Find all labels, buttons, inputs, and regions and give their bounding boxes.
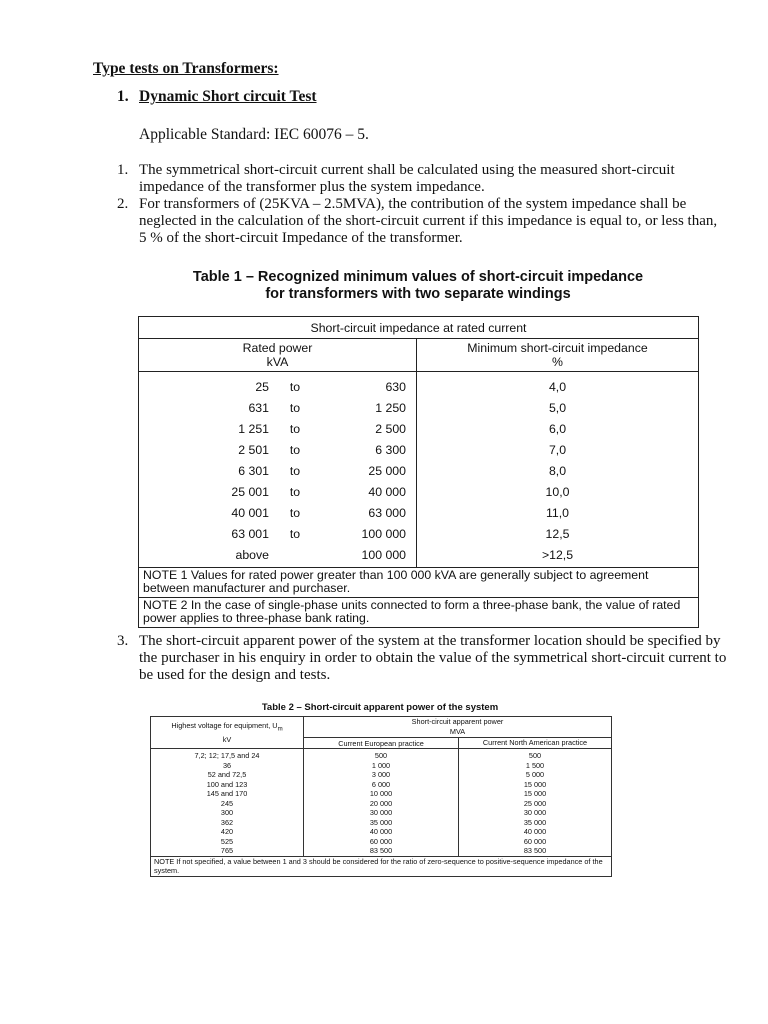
table-row [151,789,612,799]
table1-col-rated-power [139,339,417,372]
min-impedance: 6,0 [417,418,699,439]
list-item-number: 3. [117,633,129,649]
table1-title-line2: for transformers with two separate windings [265,286,571,302]
range-to: to [289,484,301,499]
range-to: to [289,379,301,394]
table2-note: NOTE If not specified, a value between 1 and 3 should be considered for the ratio of zero-sequence to positive-sequence impedance of the system. [151,857,612,877]
table-row [151,799,612,809]
north-american-cell: 30 000 [459,808,612,818]
list-item [117,196,727,247]
rated-power-to: 100 000 [311,544,417,568]
table2-group-unit: MVA [449,727,466,736]
european-cell: 3 000 [304,770,459,780]
table1-col1-label: Rated power [242,341,313,355]
rated-power-to: 6 300 [311,439,417,460]
range-to: to [289,505,301,520]
table1-col2-label: Minimum short-circuit impedance [467,341,648,355]
table-row [151,749,612,761]
table2-col1-label [151,720,303,734]
table2-col-european: Current European practice [304,738,459,749]
voltage-cell: 100 and 123 [151,780,304,790]
section-number: 1. [117,88,129,105]
numbered-list-top [117,162,727,247]
table-row [151,770,612,780]
north-american-cell: 5 000 [459,770,612,780]
table2-note-row [151,857,612,877]
rated-power-from: 25 001 [139,481,280,502]
table1-caption-row [139,317,699,339]
north-american-cell: 25 000 [459,799,612,809]
rated-power-to: 2 500 [311,418,417,439]
table1-caption: Short-circuit impedance at rated current [139,317,699,339]
rated-power-from: 2 501 [139,439,280,460]
table-row [151,761,612,771]
table-row [139,523,699,544]
european-cell: 30 000 [304,808,459,818]
numbered-list-bottom [117,633,727,684]
north-american-cell: 83 500 [459,846,612,856]
list-item-text: For transformers of (25KVA – 2.5MVA), the contribution of the system impedance shall be neglected in the calculation of the short-circuit current if this impedance is equal to, or less than, 5 % of the short-circuit Impedance of the transformer. [139,196,718,246]
table2-col1-subscript: m [277,725,283,733]
voltage-cell: 420 [151,827,304,837]
min-impedance: 12,5 [417,523,699,544]
min-impedance: 7,0 [417,439,699,460]
table2-title: Table 2 – Short-circuit apparent power of the system [261,702,499,713]
table2-group-label: Short-circuit apparent power [411,717,504,726]
north-american-cell: 35 000 [459,818,612,828]
apparent-power-table [150,716,612,877]
min-impedance: 10,0 [417,481,699,502]
rated-power-from: 63 001 [139,523,280,544]
range-to: to [289,400,301,415]
voltage-cell: 7,2; 12; 17,5 and 24 [151,749,304,761]
voltage-cell: 52 and 72,5 [151,770,304,780]
north-american-cell: 40 000 [459,827,612,837]
min-impedance: >12,5 [417,544,699,568]
range-to: to [289,442,301,457]
table1-col1-unit: kVA [266,355,289,369]
voltage-cell: 36 [151,761,304,771]
voltage-cell: 145 and 170 [151,789,304,799]
european-cell: 83 500 [304,846,459,856]
list-item-text: The short-circuit apparent power of the system at the transformer location should be specified by the purchaser in his enquiry in order to obtain the value of the symmetrical short-circuit current to be used for the design and tests. [139,633,727,683]
table1-col2-unit: % [552,355,563,369]
table-row [151,818,612,828]
rated-power-to: 40 000 [311,481,417,502]
voltage-cell: 765 [151,846,304,856]
voltage-cell: 525 [151,837,304,847]
range-to: to [289,421,301,436]
table-row [151,846,612,856]
table-row [139,460,699,481]
range-to [279,544,311,568]
european-cell: 10 000 [304,789,459,799]
table1-note2: NOTE 2 In the case of single-phase units connected to form a three-phase bank, the value of rated power applies to three-phase bank rating. [139,598,699,628]
table1-header-row [139,339,699,372]
european-cell: 1 000 [304,761,459,771]
min-impedance: 11,0 [417,502,699,523]
list-item-text: The symmetrical short-circuit current shall be calculated using the measured short-circuit impedance of the transformer plus the system impedance. [139,162,675,195]
european-cell: 20 000 [304,799,459,809]
list-item-number: 1. [117,162,129,178]
rated-power-to: 630 [311,372,417,398]
rated-power-from: 40 001 [139,502,280,523]
list-item-number: 2. [117,196,129,212]
rated-power-from: 25 [139,372,280,398]
table1-title [138,269,698,303]
list-item [117,633,727,684]
rated-power-from: above [139,544,280,568]
table1-title-line1: Table 1 – Recognized minimum values of short-circuit impedance [192,269,644,285]
north-american-cell: 1 500 [459,761,612,771]
table2-col-north-american: Current North American practice [459,738,612,749]
table1-col-min-impedance [417,339,699,372]
rated-power-to: 1 250 [311,397,417,418]
impedance-table [138,316,699,628]
table-row [139,372,699,398]
table-row [139,502,699,523]
table2-col1-text: Highest voltage for equipment, U [171,720,278,730]
rated-power-from: 1 251 [139,418,280,439]
voltage-cell: 362 [151,818,304,828]
table1-note2-row [139,598,699,628]
document-heading: Type tests on Transformers: [93,60,279,77]
north-american-cell: 15 000 [459,780,612,790]
table2-group-header [304,717,612,738]
voltage-cell: 245 [151,799,304,809]
min-impedance: 8,0 [417,460,699,481]
table-row [151,808,612,818]
table-row [151,827,612,837]
table-row [139,418,699,439]
table-row [139,439,699,460]
north-american-cell: 15 000 [459,789,612,799]
table-row [139,481,699,502]
table-row [139,544,699,568]
north-american-cell: 60 000 [459,837,612,847]
table1-note1-row [139,568,699,598]
range-to: to [289,463,301,478]
min-impedance: 4,0 [417,372,699,398]
table2-header-row-1 [151,717,612,738]
table-row [151,837,612,847]
european-cell: 6 000 [304,780,459,790]
table-row [151,780,612,790]
applicable-standard: Applicable Standard: IEC 60076 – 5. [139,126,369,143]
min-impedance: 5,0 [417,397,699,418]
table-row [139,397,699,418]
range-to: to [289,526,301,541]
voltage-cell: 300 [151,808,304,818]
table2-col1-unit: kV [222,735,232,745]
list-item [117,162,727,196]
european-cell: 35 000 [304,818,459,828]
rated-power-from: 631 [139,397,280,418]
rated-power-from: 6 301 [139,460,280,481]
european-cell: 60 000 [304,837,459,847]
table2-col-voltage [151,717,304,749]
rated-power-to: 100 000 [311,523,417,544]
european-cell: 500 [304,749,459,761]
section-title [117,88,317,106]
european-cell: 40 000 [304,827,459,837]
section-title-text: Dynamic Short circuit Test [139,88,317,105]
north-american-cell: 500 [459,749,612,761]
table1-note1: NOTE 1 Values for rated power greater than 100 000 kVA are generally subject to agreement between manufacturer and purchaser. [139,568,699,598]
rated-power-to: 25 000 [311,460,417,481]
rated-power-to: 63 000 [311,502,417,523]
